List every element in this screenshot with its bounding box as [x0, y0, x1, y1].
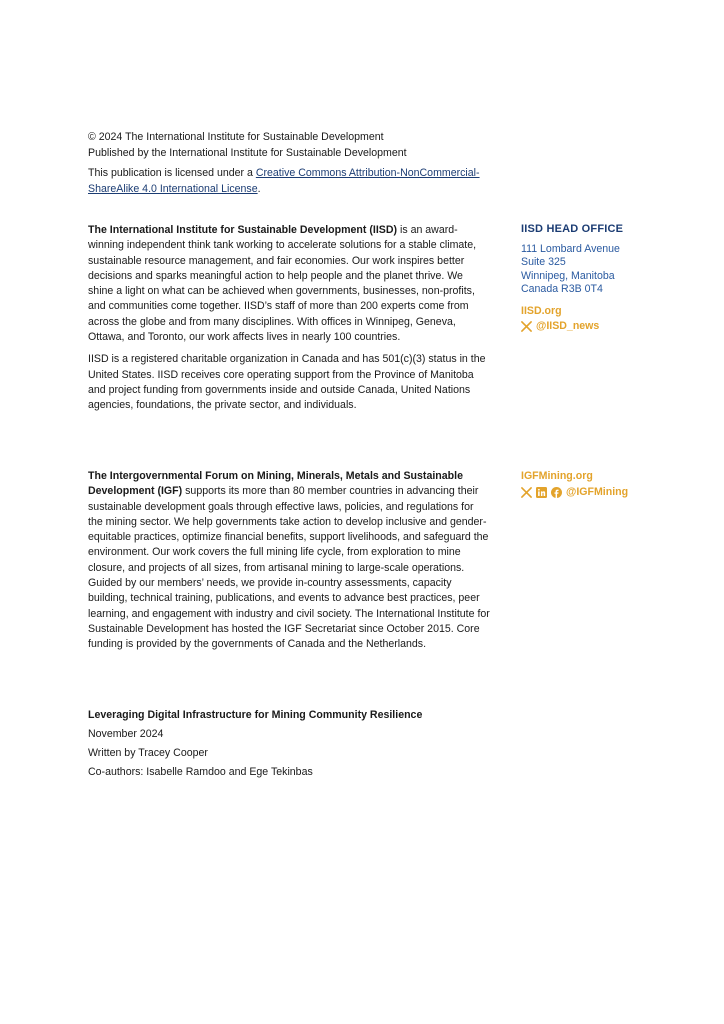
publisher-line: Published by the International Institute for Sustainable Development [88, 146, 407, 159]
igf-contact-block [521, 470, 681, 499]
license-suffix: . [257, 182, 261, 195]
head-office-title: IISD HEAD OFFICE [521, 223, 624, 235]
license-prefix: This publication is licensed under a [88, 167, 256, 179]
publication-info [88, 708, 508, 784]
address-line: Winnipeg, Manitoba [521, 269, 615, 282]
copyright-line: © 2024 The International Institute for Sustainable Development [88, 131, 384, 143]
iisd-paragraph-1 [88, 223, 490, 345]
x-icon[interactable] [521, 321, 532, 332]
x-icon[interactable] [521, 487, 532, 498]
iisd-social-row [521, 320, 681, 334]
publication-date: November 2024 [88, 728, 164, 740]
igf-social-handle[interactable]: @IGFMining [566, 485, 629, 498]
copyright-block [88, 130, 488, 197]
publication-coauthors: Co-authors: Isabelle Ramdoo and Ege Tekinbas [88, 766, 313, 778]
publication-author: Written by Tracey Cooper [88, 747, 208, 759]
facebook-icon[interactable] [551, 487, 562, 498]
iisd-name: The International Institute for Sustainable Development (IISD) [88, 224, 398, 236]
linkedin-icon[interactable] [536, 487, 547, 498]
address-line: Suite 325 [521, 256, 566, 268]
iisd-paragraph-2: IISD is a registered charitable organization in Canada and has 501(c)(3) status in the United States. IISD receives core operating support from the Province of Manitoba and project funding from governments inside and outside Canada, United Nations agencies, foundations, the private sector, and individuals. [88, 353, 486, 412]
igf-name: The Intergovernmental Forum on Mining, Minerals, Metals and Sustainable Development (IGF) [88, 470, 463, 498]
iisd-paragraph-1-text: is an award-winning independent think tank working to accelerate solutions for a stable climate, sustainable resource management, and fair economies. Our work inspires better decisions and sparks meaningful action to help people and the planet thrive. We shine a light on what can be achieved when governments, businesses, non-profits, and communities come together. IISD’s staff of more than 200 experts come from across the globe and from many disciplines. With offices in Winnipeg, Geneva, Ottawa, and Toronto, our work affects lives in nearly 100 countries. [88, 224, 477, 344]
address-line: Canada R3B 0T4 [521, 283, 603, 295]
license-link[interactable]: Creative Commons Attribution-NonCommercial-ShareAlike 4.0 International License [88, 167, 480, 195]
publication-title: Leveraging Digital Infrastructure for Mining Community Resilience [88, 709, 423, 721]
head-office-address [521, 243, 681, 297]
iisd-website-link[interactable]: IISD.org [521, 304, 562, 317]
igf-paragraph-text: supports its more than 80 member countries in advancing their sustainable development goals through effective laws, policies, and regulations for the mining sector. We help governments take action to develop inclusive and gender-equitable practices, optimize financial benefits, support livelihoods, and safeguard the environment. Our work covers the full mining life cycle, from exploration to mine closure, and projects of all sizes, from artisanal mining to large-scale operations. Guided by our members’ needs, we provide in-country assessments, capacity building, technical training, publications, and events to advance best practices, peer learning, and engagement with industry and civil society. The International Institute for Sustainable Development has hosted the IGF Secretariat since October 2015. Core funding is provided by the governments of Canada and the Netherlands. [88, 485, 490, 651]
address-line: 111 Lombard Avenue [521, 242, 620, 255]
igf-paragraph [88, 469, 490, 653]
igf-social-row [521, 486, 681, 500]
igf-website-link[interactable]: IGFMining.org [521, 470, 593, 482]
head-office-block [521, 223, 681, 334]
license-statement [88, 166, 488, 197]
iisd-social-handle[interactable]: @IISD_news [536, 320, 600, 332]
igf-description [88, 469, 490, 653]
iisd-description [88, 223, 490, 414]
